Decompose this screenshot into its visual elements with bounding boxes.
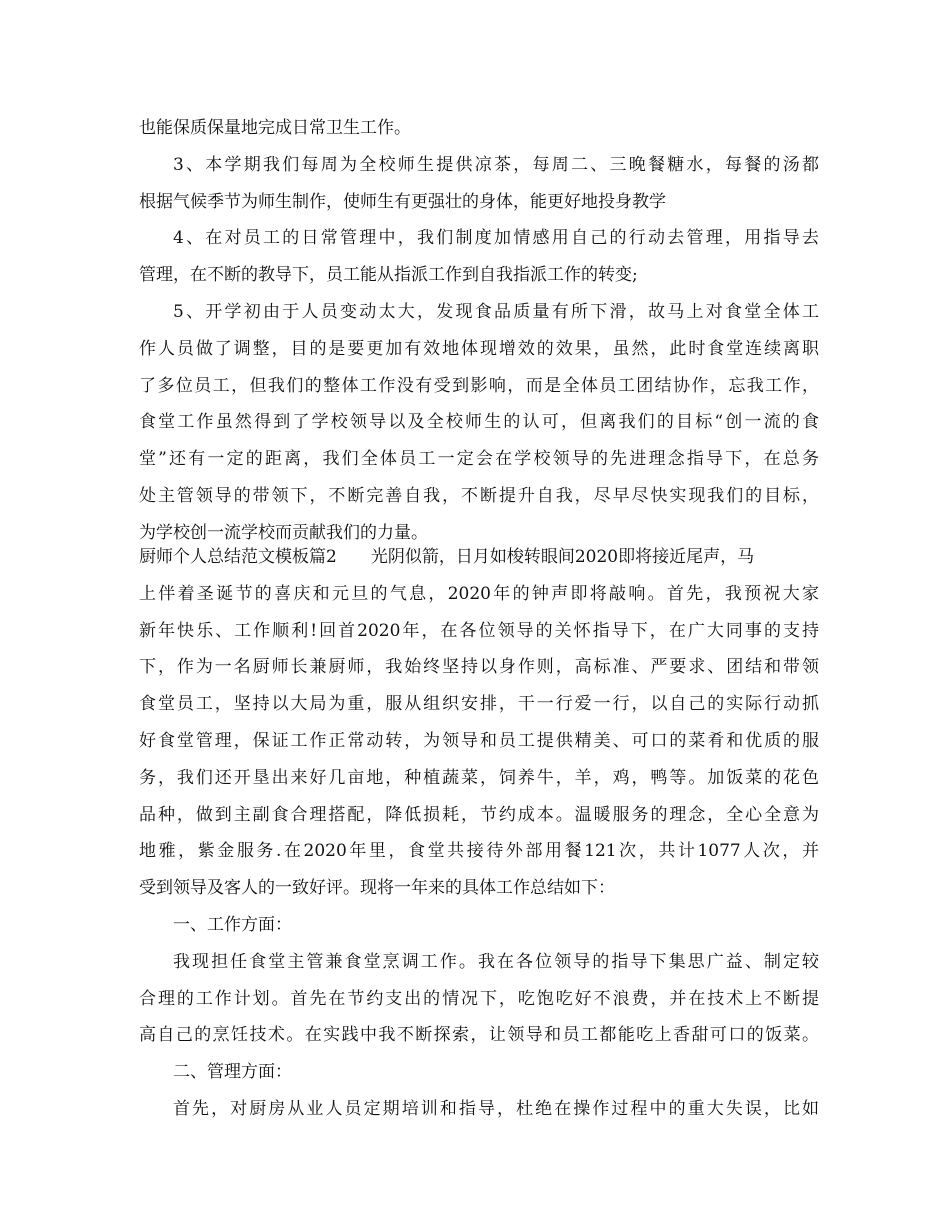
text-line: 4、在对员工的日常管理中，我们制度加情感用自己的行动去管理，用指导去	[173, 228, 819, 249]
text-line: 受到领导及客人的一致好评。现将一年来的具体工作总结如下：	[139, 878, 615, 899]
text-line: 合理的工作计划。首先在节约支出的情况下，吃饱吃好不浪费，并在技术上不断提	[139, 988, 819, 1009]
text-line: 高自己的烹饪技术。在实践中我不断探索，让领导和员工都能吃上香甜可口的饭菜。	[139, 1025, 819, 1046]
section-heading-line	[139, 546, 819, 568]
text-line: 作人员做了调整，目的是要更加有效地体现增效的效果，虽然，此时食堂连续离职	[139, 338, 819, 359]
text-line: 上伴着圣诞节的喜庆和元旦的气息，2020年的钟声即将敲响。首先，我预祝大家	[139, 583, 819, 604]
text-line: 下，作为一名厨师长兼厨师，我始终坚持以身作则，高标准、严要求、团结和带领	[139, 657, 819, 678]
text-line: 一、工作方面：	[173, 915, 292, 935]
text-line: 根据气候季节为师生制作，使师生有更强壮的身体，能更好地投身教学	[139, 191, 666, 212]
text-line: 地雅，紫金服务.在2020年里，食堂共接待外部用餐121次，共计1077人次，并	[139, 841, 819, 862]
text-line: 处主管领导的带领下，不断完善自我，不断提升自我，尽早尽快实现我们的目标，	[139, 486, 819, 506]
text-line: 3、本学期我们每周为全校师生提供凉茶，每周二、三晚餐糖水，每餐的汤都	[173, 154, 819, 175]
text-line: 为学校创一流学校而贡献我们的力量。	[139, 522, 428, 543]
text-line: 食堂工作虽然得到了学校领导以及全校师生的认可，但离我们的目标“创一流的食	[139, 412, 819, 433]
text-line: 好食堂管理，保证工作正常动转，为领导和员工提供精美、可口的菜肴和优质的服	[139, 731, 819, 751]
text-line: 食堂员工，坚持以大局为重，服从组织安排，干一行爱一行，以自己的实际行动抓	[139, 694, 819, 715]
text-line: 务，我们还开垦出来好几亩地，种植蔬菜，饲养牛，羊，鸡，鸭等。加饭菜的花色	[139, 767, 819, 788]
text-line: 新年快乐、工作顺利!回首2020年，在各位领导的关怀指导下，在广大同事的支持	[139, 620, 819, 641]
text-line: 首先，对厨房从业人员定期培训和指导，杜绝在操作过程中的重大失误，比如	[173, 1099, 819, 1119]
text-line: 5、开学初由于人员变动太大，发现食品质量有所下滑，故马上对食堂全体工	[173, 302, 819, 322]
text-line: 品种，做到主副食合理搭配，降低损耗，节约成本。温暖服务的理念，全心全意为	[139, 804, 819, 825]
text-line: 二、管理方面：	[173, 1062, 292, 1083]
text-line: 管理，在不断的教导下，员工能从指派工作到自我指派工作的转变;	[139, 265, 638, 286]
text-line: 了多位员工，但我们的整体工作没有受到影响，而是全体员工团结协作，忘我工作，	[139, 375, 819, 396]
section-first-line: 光阴似箭，日月如梭转眼间2020即将接近尾声，马	[370, 547, 755, 567]
text-line: 我现担任食堂主管兼食堂烹调工作。我在各位领导的指导下集思广益、制定较	[173, 951, 819, 972]
section-heading: 厨师个人总结范文模板篇2	[139, 547, 337, 567]
text-line: 也能保质保量地完成日常卫生工作。	[139, 118, 411, 138]
text-line: 堂”还有一定的距离，我们全体员工一定会在学校领导的先进理念指导下，在总务	[139, 449, 819, 470]
